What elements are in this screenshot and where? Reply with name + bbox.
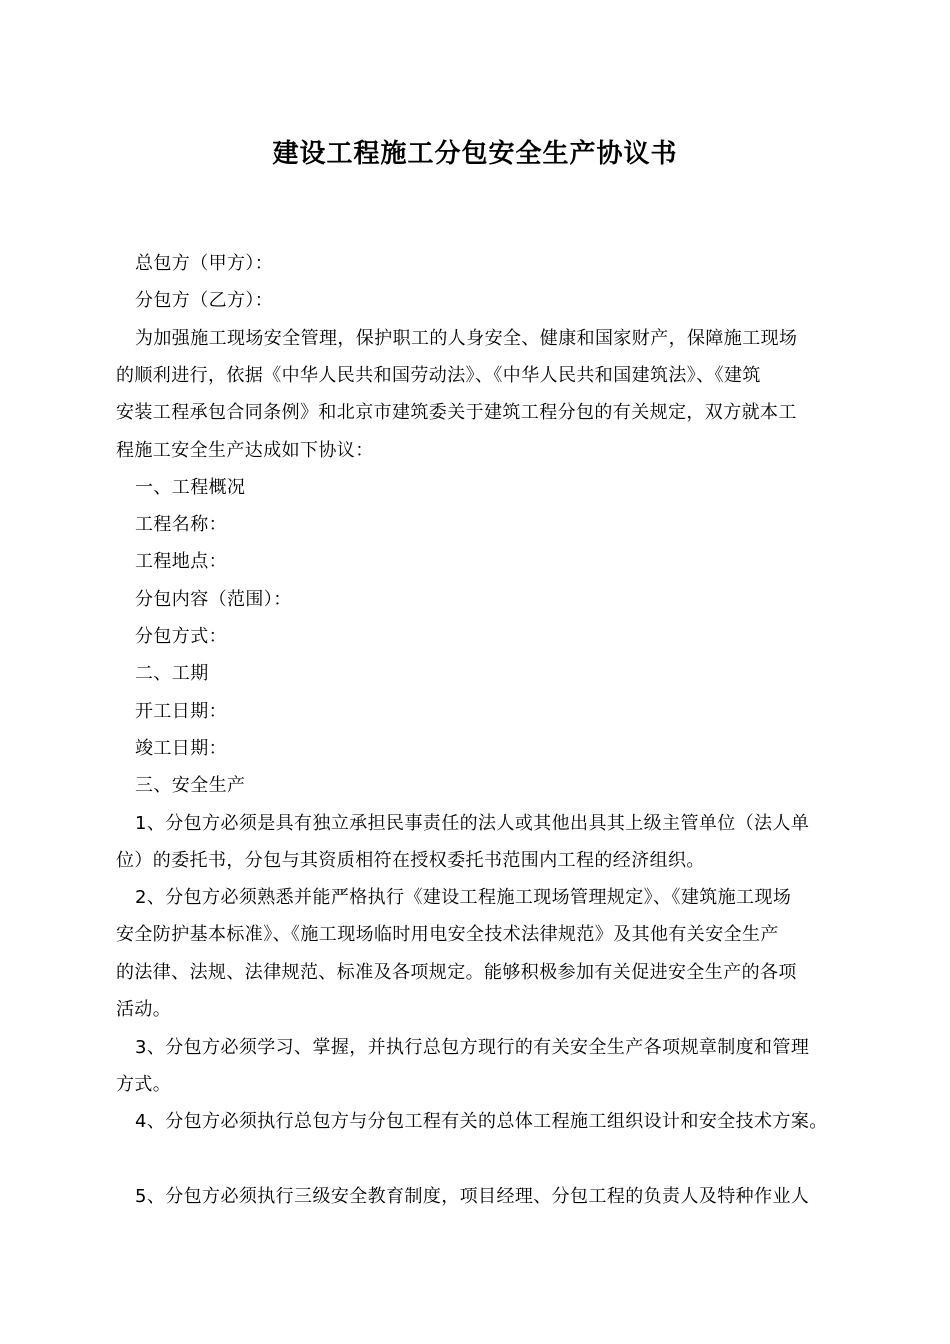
clause-1-line-2: 位）的委托书，分包与其资质相符在授权委托书范围内工程的经济组织。 [116,850,705,871]
section-2-heading: 二、工期 [135,663,209,684]
party-a-line: 总包方（甲方）： [135,253,274,274]
project-name-line: 工程名称： [135,514,227,535]
completion-date-line: 竣工日期： [135,738,227,759]
clause-2-line-3: 的法律、法规、法律规范、标准及各项规定。能够积极参加有关促进安全生产的各项 [116,962,797,983]
start-date-line: 开工日期： [135,701,227,722]
subcontract-method-line: 分包方式： [135,626,227,647]
preamble-line-2: 的顺利进行，依据《中华人民共和国劳动法》、《中华人民共和国建筑法》、《建筑 [116,365,761,386]
clause-3-line-2: 方式。 [116,1074,172,1095]
clause-5-line-1: 5、分包方必须执行三级安全教育制度，项目经理、分包工程的负责人及特种作业人 [135,1186,810,1207]
clause-2-line-1: 2、分包方必须熟悉并能严格执行《建设工程施工现场管理规定》、《建筑施工现场 [135,887,792,908]
clause-2-line-2: 安全防护基本标准》、《施工现场临时用电安全技术法律规范》及其他有关安全生产 [116,924,779,945]
section-3-heading: 三、安全生产 [135,775,246,796]
preamble-line-3: 安装工程承包合同条例》和北京市建筑委关于建筑工程分包的有关规定，双方就本工 [116,402,797,423]
clause-1-line-1: 1、分包方必须是具有独立承担民事责任的法人或其他出具其上级主管单位（法人单 [135,813,810,834]
preamble-line-4: 程施工安全生产达成如下协议： [116,440,374,461]
clause-4-line-1: 4、分包方必须执行总包方与分包工程有关的总体工程施工组织设计和安全技术方案。 [135,1111,828,1132]
clause-2-line-4: 活动。 [116,999,172,1020]
party-b-line: 分包方（乙方）： [135,290,274,311]
subcontract-scope-line: 分包内容（范围）： [135,589,292,610]
preamble-line-1: 为加强施工现场安全管理，保护职工的人身安全、健康和国家财产，保障施工现场 [135,328,798,349]
clause-3-line-1: 3、分包方必须学习、掌握，并执行总包方现行的有关安全生产各项规章制度和管理 [135,1037,810,1058]
section-1-heading: 一、工程概况 [135,477,246,498]
project-location-line: 工程地点： [135,551,227,572]
document-title: 建设工程施工分包安全生产协议书 [272,139,678,169]
